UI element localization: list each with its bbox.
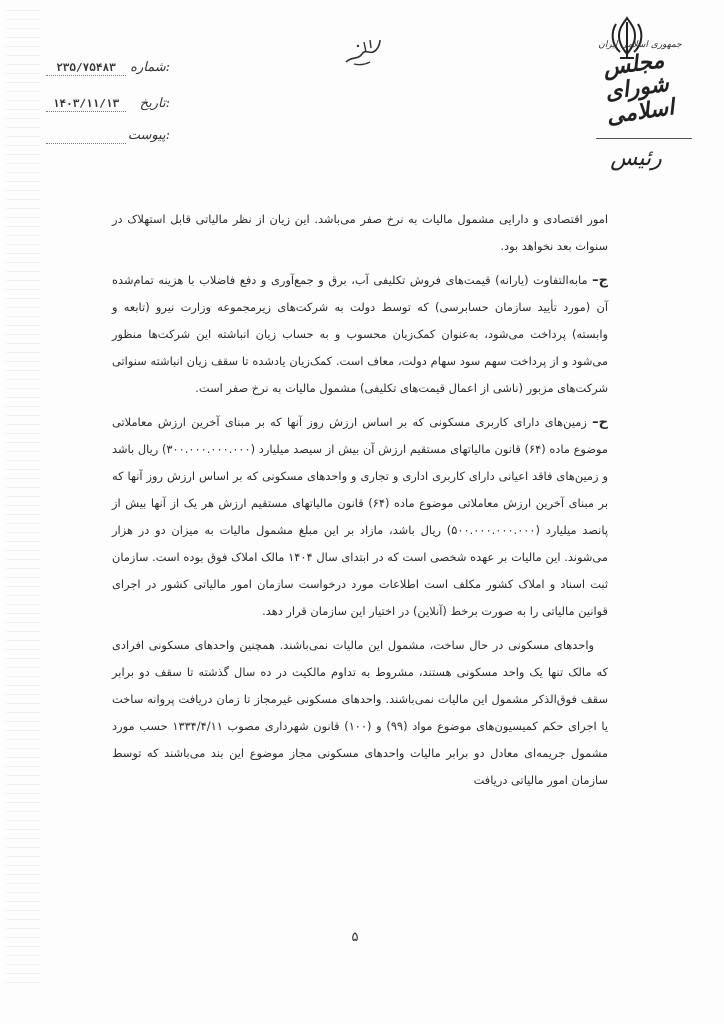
letter-number-label: شماره: — [130, 60, 170, 75]
paragraph-text: مابه‌التفاوت (یارانه) قیمت‌های فروش تکلیفی آب، برق و جمع‌آوری و دفع فاضلاب با هزینه تمام‌شده آن (مورد تأیید سازمان حسابرسی) که توسط دولت به شرکت‌های زیرمجموعه وزارت نیرو (تابعه و وابسته) پرداخت می‌شود، به‌عنوان کمک‌زیان محسوب و به حساب زیان انباشته این شرکت‌ها منظور می‌شود و از پرداخت سهم سود سهام دولت، معاف است. کمک‌زیان یادشده تا سقف زیان انباشته سنواتی شرکت‌های مزبور (ناشی از اعمال قیمت‌های تکلیفی) مشمول مالیات به نرخ صفر است. — [112, 273, 608, 395]
signatory-title: رئیس — [610, 146, 662, 171]
paragraph-clause-he — [112, 409, 608, 625]
paragraph — [112, 632, 608, 794]
scan-artifact — [6, 10, 40, 990]
letter-number-row — [46, 60, 170, 80]
org-subtitle: جمهوری اسلامی ایران — [598, 40, 682, 50]
paragraph-clause-jim — [112, 267, 608, 402]
org-name: مجلس شورای اسلامی — [601, 46, 676, 130]
paragraph — [112, 206, 608, 260]
dotted-line — [46, 75, 126, 76]
paragraph-text: امور اقتصادی و دارایی مشمول مالیات به نرخ صفر می‌باشد. این زیان از نظر مالیاتی قابل استهلاک در سنوات بعد نخواهد بود. — [112, 212, 608, 253]
letter-body — [112, 206, 608, 794]
header-divider — [596, 138, 692, 139]
letter-date-row — [46, 96, 170, 116]
dotted-line — [46, 143, 126, 144]
calligraphy-motto-icon — [340, 34, 386, 70]
letter-number-value: ۲۳۵/۷۵۴۸۳ — [56, 61, 116, 74]
attachment-label: پیوست: — [127, 128, 170, 143]
page-number: ۵ — [351, 930, 359, 945]
dotted-line — [46, 111, 126, 112]
attachment-row — [46, 128, 170, 148]
paragraph-text: واحدهای مسکونی در حال ساخت، مشمول این مالیات نمی‌باشند. همچنین واحدهای مسکونی افرادی که مالک تنها یک واحد مسکونی هستند، مشروط به تداوم مالکیت در ده سال گذشته تا سقف دو برابر سقف فوق‌الذکر مشمول این مالیات نمی‌باشند. واحدهای مسکونی غیرمجاز تا زمان دریافت پروانه ساخت یا اجرای حکم کمیسیون‌های موضوع مواد (۹۹) و (۱۰۰) قانون شهرداری مصوب ۱۳۳۴/۴/۱۱ حسب مورد مشمول جریمه‌ای معادل دو برابر مالیات واحدهای مسکونی مجاز موضوع این بند می‌باشند که توسط سازمان امور مالیاتی دریافت — [112, 638, 608, 787]
letter-date-label: تاریخ: — [139, 96, 170, 111]
clause-marker: ج– — [592, 273, 608, 288]
paragraph-text: زمین‌های دارای کاربری مسکونی که بر اساس ارزش روز آنها که بر مبنای آخرین ارزش معاملاتی موضوع ماده (۶۴) قانون مالیاتهای مستقیم ارزش آن بیش از سیصد میلیارد (۳۰۰.۰۰۰.۰۰۰.۰۰۰) ریال باشد و زمین‌های فاقد اعیانی دارای کاربری اداری و تجاری و واحدهای مسکونی که بر اساس ارزش روز آنها که بر مبنای آخرین ارزش معاملاتی موضوع ماده (۶۴) قانون مالیاتهای مستقیم ارزش هر یک از آنها بیش از پانصد میلیارد (۵۰۰.۰۰۰.۰۰۰.۰۰۰) ریال باشد، مازاد بر این مبلغ مشمول مالیات به میزان دو در هزار می‌شوند. این مالیات بر عهده شخصی است که در ابتدای سال ۱۴۰۴ مالک املاک فوق بوده است. سازمان ثبت اسناد و املاک کشور مکلف است اطلاعات مورد درخواست سازمان امور مالیاتی کشور در اجرای قوانین مالیاتی را به صورت برخط (آنلاین) در اختیار این سازمان قرار دهد. — [112, 415, 609, 618]
letter-date-value: ۱۴۰۳/۱۱/۱۳ — [52, 97, 120, 110]
clause-marker: ح– — [592, 415, 608, 430]
